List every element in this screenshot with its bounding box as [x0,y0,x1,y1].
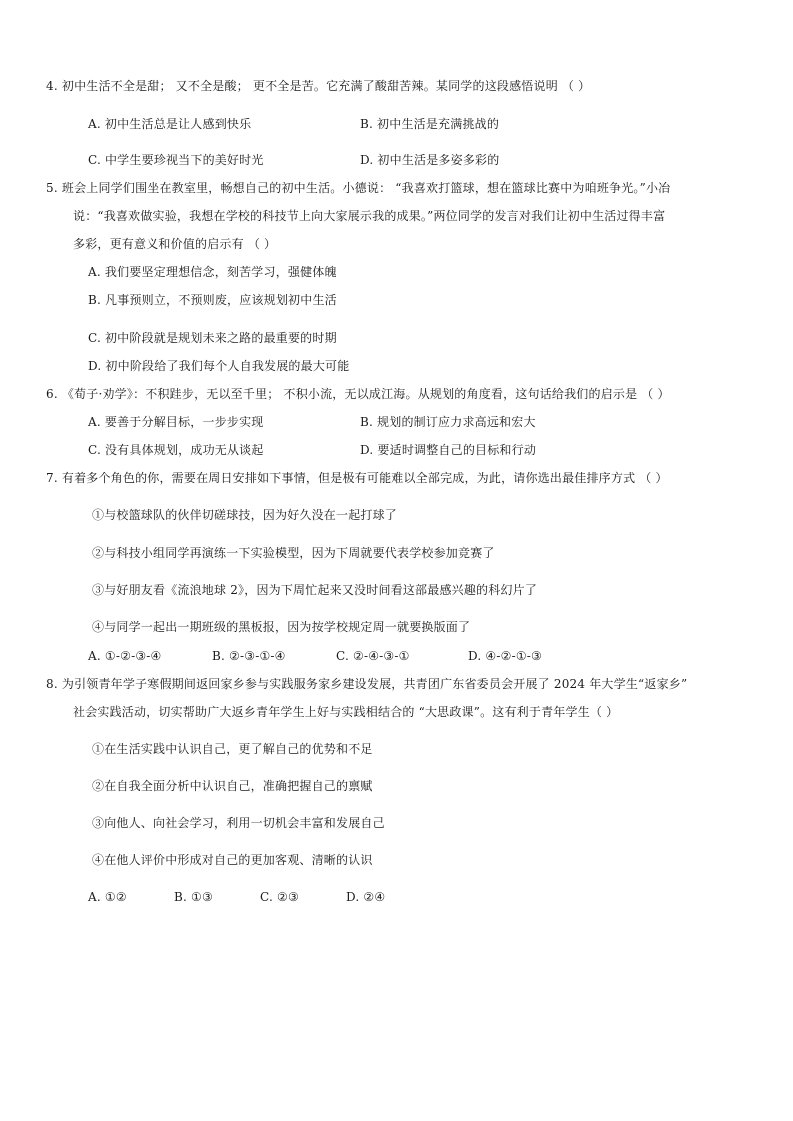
q8-item-2: ②在自我全面分析中认识自己，准确把握自己的禀赋 [92,779,373,793]
q6-option-d: D. 要适时调整自己的目标和行动 [360,443,537,457]
q7-option-a: A. ①-②-③-④ [88,649,162,663]
q8-option-b: B. ①③ [174,890,213,904]
q4-option-a: A. 初中生活总是让人感到快乐 [88,117,252,131]
q7-item-1: ①与校篮球队的伙伴切磋球技，因为好久没在一起打球了 [92,508,398,522]
question-7-stem: 7. 有着多个角色的你，需要在周日安排如下事情，但是极有可能难以全部完成，为此，请你选出最佳排序方式 （ ） [46,471,668,485]
q7-item-3: ③与好朋友看《流浪地球 2》，因为下周忙起来又没时间看这部最感兴趣的科幻片了 [92,583,538,597]
q6-option-a: A. 要善于分解目标，一步步实现 [88,415,264,429]
q5-option-b: B. 凡事预则立，不预则废，应该规划初中生活 [88,293,337,307]
q8-item-3: ③向他人、向社会学习，利用一切机会丰富和发展自己 [92,816,385,830]
question-5-stem-line-1: 5. 班会上同学们围坐在教室里，畅想自己的初中生活。小德说： “我喜欢打篮球，想在篮球比赛中为咱班争光。”小冶 [46,181,671,195]
q6-option-b: B. 规划的制订应力求高远和宏大 [360,415,536,429]
q4-option-d: D. 初中生活是多姿多彩的 [360,153,500,167]
question-6-stem: 6. 《荀子·劝学》：不积跬步，无以至千里； 不积小流，无以成江海。从规划的角度看，这句话给我们的启示是 （ ） [46,387,670,401]
question-8-stem-line-1: 8. 为引领青年学子寒假期间返回家乡参与实践服务家乡建设发展，共青团广东省委员会开展了 2024 年大学生“返家乡” [46,677,688,691]
q8-item-4: ④在他人评价中形成对自己的更加客观、清晰的认识 [92,853,373,867]
question-5-stem-line-3: 多彩，更有意义和价值的启示有 （ ） [73,237,277,251]
q7-option-b: B. ②-③-①-④ [212,649,286,663]
q7-options-row [88,648,542,664]
q5-option-a: A. 我们要坚定理想信念，刻苦学习，强健体魄 [88,265,337,279]
q4-option-c: C. 中学生要珍视当下的美好时光 [88,153,264,167]
q8-option-d: D. ②④ [346,890,386,904]
question-8-stem-line-2: 社会实践活动，切实帮助广大返乡青年学生上好与实践相结合的 “大思政课”。这有利于青年学生（ ） [73,705,619,719]
q5-option-d: D. 初中阶段给了我们每个人自我发展的最大可能 [88,359,350,373]
q7-option-c: C. ②-④-③-① [336,649,410,663]
question-4-stem: 4. 初中生活不全是甜； 又不全是酸； 更不全是苦。它充满了酸甜苦辣。某同学的这段感悟说明 （ ） [46,79,591,93]
q8-option-a: A. ①② [88,890,127,904]
q8-item-1: ①在生活实践中认识自己，更了解自己的优势和不足 [92,742,373,756]
q7-option-d: D. ④-②-①-③ [468,649,543,663]
q4-option-b: B. 初中生活是充满挑战的 [360,117,500,131]
q7-item-2: ②与科技小组同学再演练一下实验模型，因为下周就要代表学校参加竞赛了 [92,546,495,560]
q8-option-c: C. ②③ [260,890,299,904]
q8-options-row [88,889,385,905]
q7-item-4: ④与同学一起出一期班级的黑板报，因为按学校规定周一就要换版面了 [92,620,471,634]
q5-option-c: C. 初中阶段就是规划未来之路的最重要的时期 [88,331,337,345]
question-5-stem-line-2: 说：“我喜欢做实验，我想在学校的科技节上向大家展示我的成果。”两位同学的发言对我们让初中生活过得丰富 [73,209,666,223]
q6-option-c: C. 没有具体规划，成功无从谈起 [88,443,264,457]
